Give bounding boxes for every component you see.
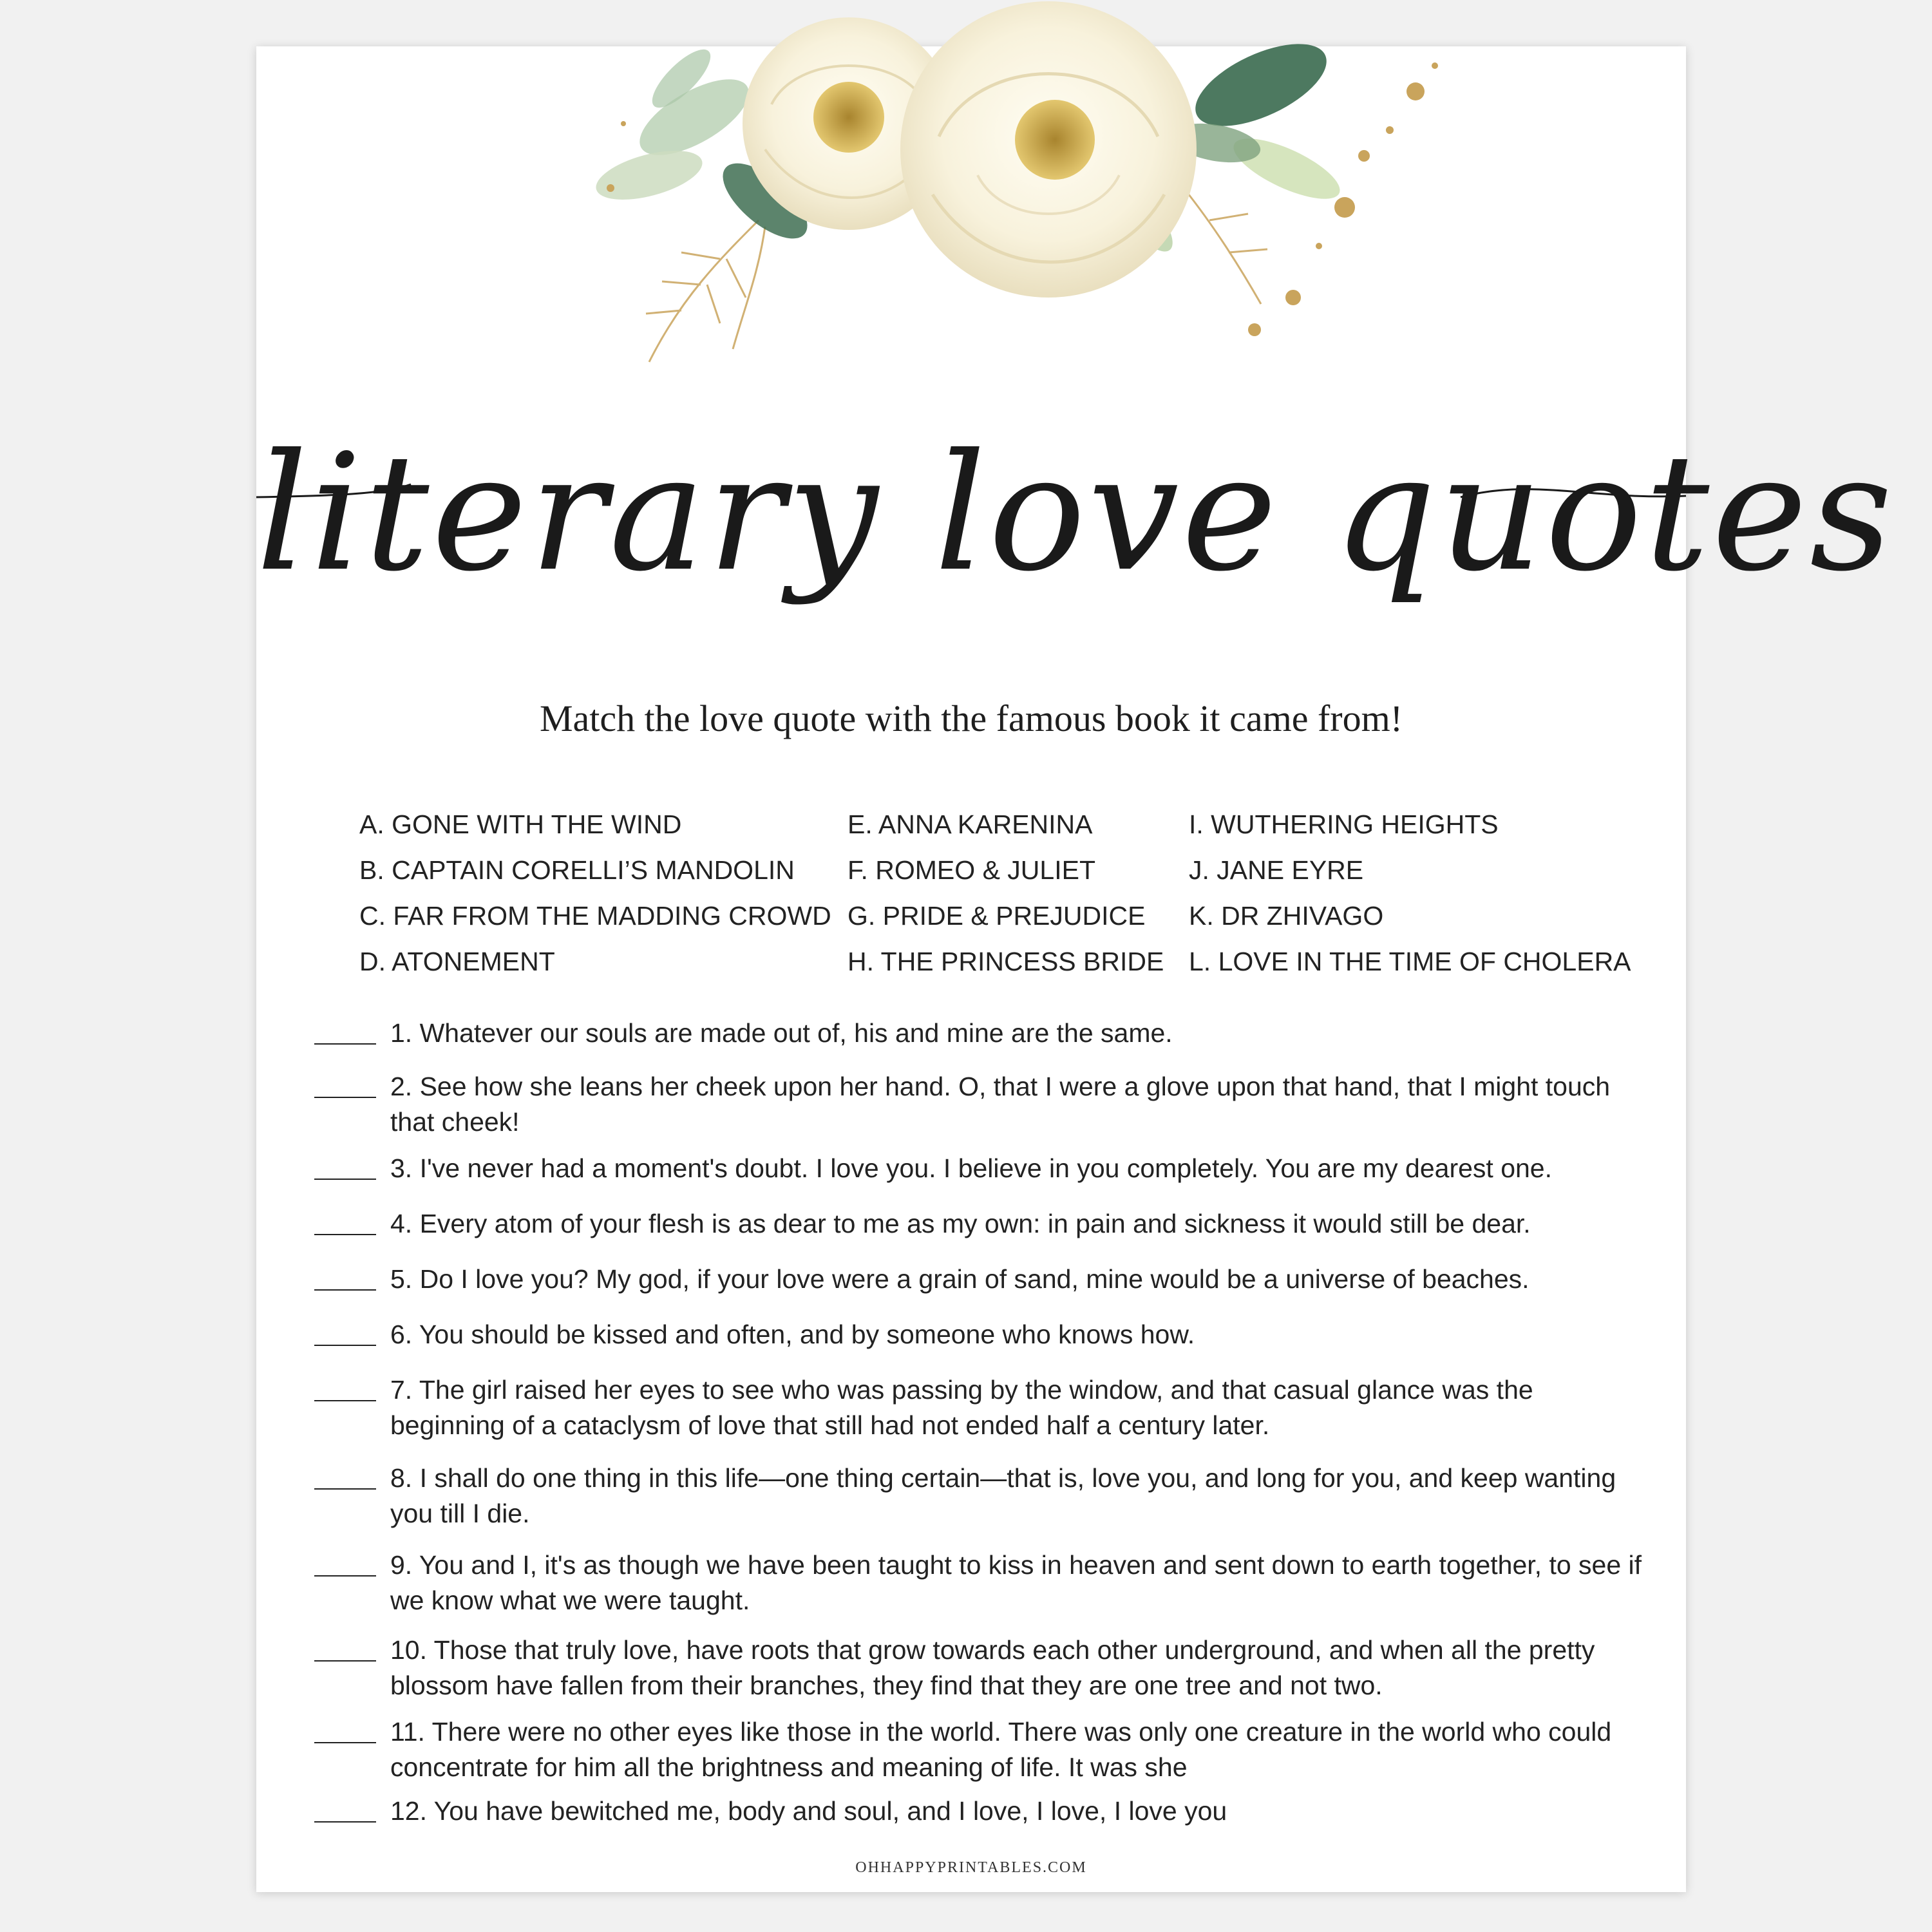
option-h: H. THE PRINCESS BRIDE (848, 947, 1164, 976)
option-k: K. DR ZHIVAGO (1189, 901, 1384, 931)
question-item (314, 1548, 1654, 1618)
question-text: 8. I shall do one thing in this life—one thing certain—that is, love you, and long for you, and keep wanting you till I die. (390, 1463, 1616, 1528)
answer-blank[interactable] (314, 1043, 376, 1045)
answer-blank[interactable] (314, 1234, 376, 1235)
question-item (314, 1461, 1654, 1531)
question-text: 12. You have bewitched me, body and soul, and I love, I love, I love you (390, 1796, 1227, 1826)
answer-blank[interactable] (314, 1289, 376, 1291)
instructions-subtitle: Match the love quote with the famous book it came from! (539, 697, 1403, 739)
question-text: 9. You and I, it's as though we have been taught to kiss in heaven and sent down to earth together, to see if we know what we were taught. (390, 1550, 1642, 1615)
question-item (314, 1794, 1654, 1829)
footer-website: OHHAPPYPRINTABLES.COM (855, 1859, 1087, 1876)
option-c: C. FAR FROM THE MADDING CROWD (359, 901, 831, 931)
question-text: 11. There were no other eyes like those in the world. There was only one creature in the world who could concentrate for him all the brightness and meaning of life. It was she (390, 1717, 1612, 1782)
question-text: 4. Every atom of your flesh is as dear to me as my own: in pain and sickness it would still be dear. (390, 1209, 1531, 1238)
question-item (314, 1069, 1654, 1140)
option-i: I. WUTHERING HEIGHTS (1189, 810, 1499, 839)
answer-blank[interactable] (314, 1575, 376, 1577)
option-d: D. ATONEMENT (359, 947, 555, 976)
answer-blank[interactable] (314, 1742, 376, 1743)
answer-blank[interactable] (314, 1660, 376, 1662)
question-text: 10. Those that truly love, have roots that grow towards each other underground, and when all the pretty blossom have fallen from their branches, they find that they are one tree and not two. (390, 1635, 1595, 1700)
question-text: 2. See how she leans her cheek upon her hand. O, that I were a glove upon that hand, that I might touch that cheek! (390, 1072, 1611, 1137)
question-text: 1. Whatever our souls are made out of, his and mine are the same. (390, 1018, 1173, 1048)
option-a: A. GONE WITH THE WIND (359, 810, 682, 839)
question-item (314, 1262, 1654, 1297)
option-f: F. ROMEO & JULIET (848, 855, 1095, 885)
option-j: J. JANE EYRE (1189, 855, 1364, 885)
question-item (314, 1206, 1654, 1242)
question-text: 5. Do I love you? My god, if your love were a grain of sand, mine would be a universe of beaches. (390, 1264, 1530, 1294)
question-item (314, 1317, 1654, 1352)
answer-blank[interactable] (314, 1345, 376, 1346)
question-item (314, 1372, 1654, 1443)
question-item (314, 1633, 1654, 1703)
question-item (314, 1714, 1654, 1785)
option-e: E. ANNA KARENINA (848, 810, 1093, 839)
question-text: 6. You should be kissed and often, and by someone who knows how. (390, 1320, 1195, 1349)
answer-blank[interactable] (314, 1097, 376, 1098)
option-l: L. LOVE IN THE TIME OF CHOLERA (1189, 947, 1631, 976)
question-text: 3. I've never had a moment's doubt. I love you. I believe in you completely. You are my dearest one. (390, 1153, 1552, 1183)
answer-blank[interactable] (314, 1400, 376, 1401)
white-rose-icon (743, 1, 1197, 298)
option-g: G. PRIDE & PREJUDICE (848, 901, 1146, 931)
question-item (314, 1151, 1654, 1186)
question-item (314, 1016, 1654, 1051)
option-b: B. CAPTAIN CORELLI’S MANDOLIN (359, 855, 795, 885)
question-text: 7. The girl raised her eyes to see who was passing by the window, and that casual glance was the beginning of a cataclysm of love that still had not ended half a century later. (390, 1375, 1533, 1440)
page-title: literary love quotes (256, 419, 1895, 607)
worksheet-page (256, 46, 1895, 1892)
answer-blank[interactable] (314, 1488, 376, 1490)
answer-blank[interactable] (314, 1821, 376, 1823)
floral-bouquet-illustration (488, 27, 1454, 375)
answer-blank[interactable] (314, 1179, 376, 1180)
